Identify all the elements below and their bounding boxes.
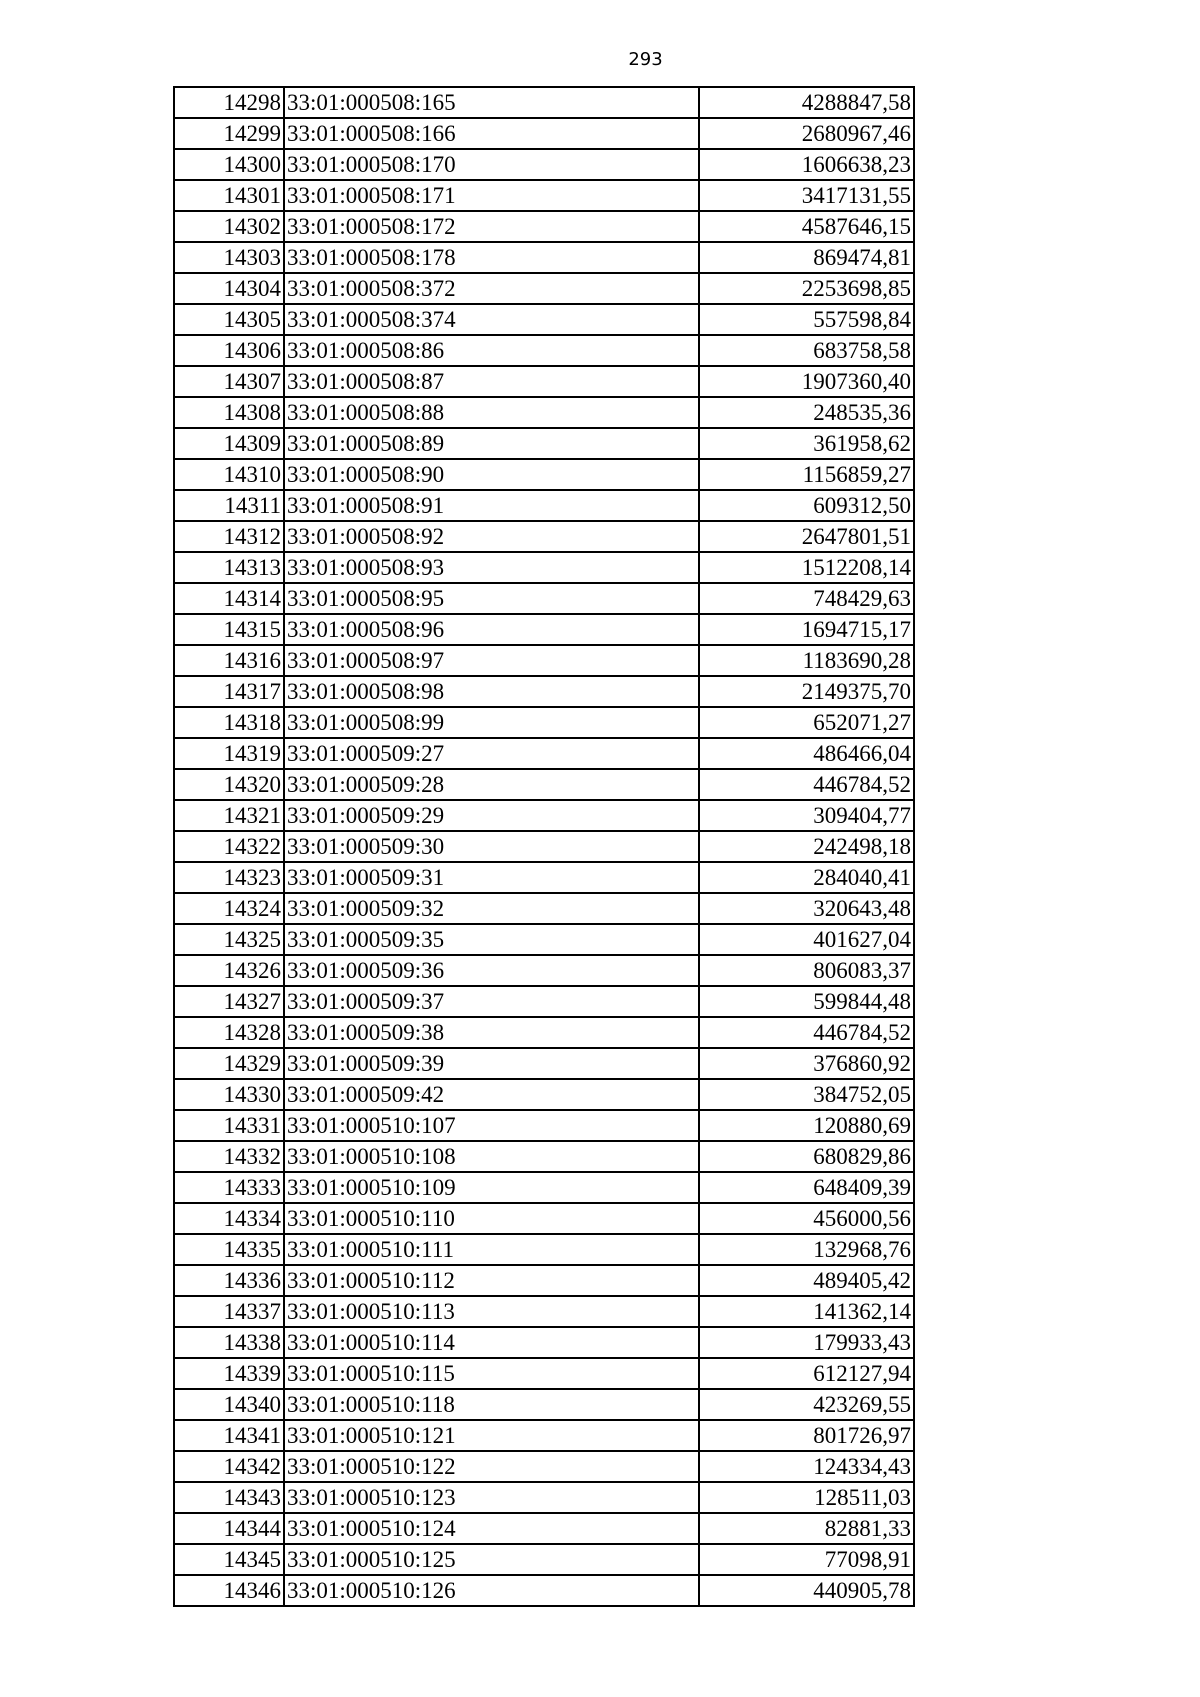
row-number-cell: 14331 [174, 1110, 284, 1141]
cadastral-number-cell: 33:01:000510:110 [284, 1203, 699, 1234]
row-number-cell: 14304 [174, 273, 284, 304]
cadastral-value-cell: 1156859,27 [699, 459, 914, 490]
row-number-cell: 14344 [174, 1513, 284, 1544]
table-row [174, 273, 914, 304]
table-row [174, 645, 914, 676]
cadastral-number-cell: 33:01:000509:42 [284, 1079, 699, 1110]
row-number-cell: 14336 [174, 1265, 284, 1296]
row-number-cell: 14329 [174, 1048, 284, 1079]
table-row [174, 800, 914, 831]
row-number-cell: 14337 [174, 1296, 284, 1327]
table-row [174, 893, 914, 924]
row-number-cell: 14312 [174, 521, 284, 552]
table-row [174, 955, 914, 986]
row-number-cell: 14341 [174, 1420, 284, 1451]
cadastral-value-cell: 440905,78 [699, 1575, 914, 1606]
cadastral-number-cell: 33:01:000510:115 [284, 1358, 699, 1389]
table-row [174, 1451, 914, 1482]
table-row [174, 1048, 914, 1079]
cadastral-number-cell: 33:01:000508:97 [284, 645, 699, 676]
table-row [174, 1575, 914, 1606]
cadastral-value-cell: 376860,92 [699, 1048, 914, 1079]
cadastral-value-cell: 599844,48 [699, 986, 914, 1017]
cadastral-number-cell: 33:01:000508:374 [284, 304, 699, 335]
row-number-cell: 14299 [174, 118, 284, 149]
row-number-cell: 14345 [174, 1544, 284, 1575]
cadastral-value-cell: 2680967,46 [699, 118, 914, 149]
row-number-cell: 14346 [174, 1575, 284, 1606]
cadastral-value-cell: 1512208,14 [699, 552, 914, 583]
cadastral-value-cell: 361958,62 [699, 428, 914, 459]
row-number-cell: 14321 [174, 800, 284, 831]
cadastral-value-cell: 309404,77 [699, 800, 914, 831]
cadastral-value-cell: 384752,05 [699, 1079, 914, 1110]
table-row [174, 738, 914, 769]
row-number-cell: 14322 [174, 831, 284, 862]
row-number-cell: 14334 [174, 1203, 284, 1234]
row-number-cell: 14317 [174, 676, 284, 707]
table-row [174, 1544, 914, 1575]
table-row [174, 304, 914, 335]
cadastral-number-cell: 33:01:000510:109 [284, 1172, 699, 1203]
table-row [174, 1172, 914, 1203]
cadastral-number-cell: 33:01:000509:39 [284, 1048, 699, 1079]
table-row [174, 1420, 914, 1451]
cadastral-number-cell: 33:01:000508:165 [284, 87, 699, 118]
row-number-cell: 14313 [174, 552, 284, 583]
row-number-cell: 14339 [174, 1358, 284, 1389]
cadastral-value-cell: 446784,52 [699, 769, 914, 800]
table-row [174, 211, 914, 242]
cadastral-number-cell: 33:01:000508:171 [284, 180, 699, 211]
row-number-cell: 14311 [174, 490, 284, 521]
cadastral-number-cell: 33:01:000508:88 [284, 397, 699, 428]
table-row [174, 118, 914, 149]
cadastral-value-cell: 801726,97 [699, 1420, 914, 1451]
cadastral-value-cell: 423269,55 [699, 1389, 914, 1420]
cadastral-number-cell: 33:01:000508:91 [284, 490, 699, 521]
cadastral-number-cell: 33:01:000508:90 [284, 459, 699, 490]
table-row [174, 831, 914, 862]
cadastral-number-cell: 33:01:000508:96 [284, 614, 699, 645]
cadastral-value-cell: 680829,86 [699, 1141, 914, 1172]
table-row [174, 1513, 914, 1544]
cadastral-number-cell: 33:01:000508:170 [284, 149, 699, 180]
cadastral-value-cell: 82881,33 [699, 1513, 914, 1544]
cadastral-number-cell: 33:01:000509:32 [284, 893, 699, 924]
row-number-cell: 14310 [174, 459, 284, 490]
row-number-cell: 14309 [174, 428, 284, 459]
cadastral-number-cell: 33:01:000508:86 [284, 335, 699, 366]
cadastral-value-cell: 456000,56 [699, 1203, 914, 1234]
table-row [174, 552, 914, 583]
cadastral-number-cell: 33:01:000508:95 [284, 583, 699, 614]
table-row [174, 1234, 914, 1265]
cadastral-value-cell: 179933,43 [699, 1327, 914, 1358]
cadastral-value-cell: 489405,42 [699, 1265, 914, 1296]
cadastral-value-cell: 77098,91 [699, 1544, 914, 1575]
cadastral-value-cell: 1694715,17 [699, 614, 914, 645]
table-row [174, 459, 914, 490]
table-row [174, 1358, 914, 1389]
table-row [174, 1482, 914, 1513]
cadastral-value-cell: 609312,50 [699, 490, 914, 521]
cadastral-value-cell: 128511,03 [699, 1482, 914, 1513]
cadastral-value-cell: 284040,41 [699, 862, 914, 893]
cadastral-number-cell: 33:01:000509:27 [284, 738, 699, 769]
row-number-cell: 14327 [174, 986, 284, 1017]
cadastral-number-cell: 33:01:000510:122 [284, 1451, 699, 1482]
table-row [174, 614, 914, 645]
cadastral-number-cell: 33:01:000509:30 [284, 831, 699, 862]
row-number-cell: 14328 [174, 1017, 284, 1048]
cadastral-value-cell: 124334,43 [699, 1451, 914, 1482]
row-number-cell: 14315 [174, 614, 284, 645]
cadastral-value-cell: 446784,52 [699, 1017, 914, 1048]
row-number-cell: 14314 [174, 583, 284, 614]
cadastral-number-cell: 33:01:000509:31 [284, 862, 699, 893]
table-row [174, 521, 914, 552]
cadastral-number-cell: 33:01:000510:121 [284, 1420, 699, 1451]
row-number-cell: 14324 [174, 893, 284, 924]
table-row [174, 1110, 914, 1141]
cadastral-number-cell: 33:01:000509:38 [284, 1017, 699, 1048]
row-number-cell: 14316 [174, 645, 284, 676]
cadastral-number-cell: 33:01:000508:92 [284, 521, 699, 552]
table-row [174, 862, 914, 893]
row-number-cell: 14305 [174, 304, 284, 335]
row-number-cell: 14342 [174, 1451, 284, 1482]
row-number-cell: 14325 [174, 924, 284, 955]
table-row [174, 87, 914, 118]
cadastral-number-cell: 33:01:000510:123 [284, 1482, 699, 1513]
cadastral-value-cell: 3417131,55 [699, 180, 914, 211]
cadastral-value-cell: 486466,04 [699, 738, 914, 769]
table-row [174, 242, 914, 273]
row-number-cell: 14326 [174, 955, 284, 986]
cadastral-number-cell: 33:01:000509:37 [284, 986, 699, 1017]
cadastral-value-cell: 320643,48 [699, 893, 914, 924]
cadastral-value-cell: 242498,18 [699, 831, 914, 862]
cadastral-value-cell: 1183690,28 [699, 645, 914, 676]
table-row [174, 1389, 914, 1420]
row-number-cell: 14338 [174, 1327, 284, 1358]
row-number-cell: 14308 [174, 397, 284, 428]
cadastral-value-cell: 248535,36 [699, 397, 914, 428]
row-number-cell: 14307 [174, 366, 284, 397]
cadastral-number-cell: 33:01:000510:124 [284, 1513, 699, 1544]
row-number-cell: 14330 [174, 1079, 284, 1110]
cadastral-value-cell: 4288847,58 [699, 87, 914, 118]
table-row [174, 676, 914, 707]
table-row [174, 490, 914, 521]
row-number-cell: 14343 [174, 1482, 284, 1513]
cadastral-number-cell: 33:01:000510:113 [284, 1296, 699, 1327]
cadastral-value-table [173, 86, 915, 1607]
cadastral-value-cell: 141362,14 [699, 1296, 914, 1327]
cadastral-value-cell: 132968,76 [699, 1234, 914, 1265]
cadastral-number-cell: 33:01:000508:178 [284, 242, 699, 273]
cadastral-number-cell: 33:01:000508:172 [284, 211, 699, 242]
cadastral-number-cell: 33:01:000508:99 [284, 707, 699, 738]
cadastral-value-cell: 4587646,15 [699, 211, 914, 242]
cadastral-number-cell: 33:01:000510:112 [284, 1265, 699, 1296]
cadastral-value-cell: 806083,37 [699, 955, 914, 986]
cadastral-number-cell: 33:01:000510:126 [284, 1575, 699, 1606]
row-number-cell: 14301 [174, 180, 284, 211]
cadastral-number-cell: 33:01:000508:372 [284, 273, 699, 304]
cadastral-number-cell: 33:01:000508:89 [284, 428, 699, 459]
row-number-cell: 14323 [174, 862, 284, 893]
row-number-cell: 14319 [174, 738, 284, 769]
cadastral-number-cell: 33:01:000510:125 [284, 1544, 699, 1575]
table-row [174, 1203, 914, 1234]
row-number-cell: 14318 [174, 707, 284, 738]
page-number: 293 [628, 49, 663, 70]
row-number-cell: 14300 [174, 149, 284, 180]
table-row [174, 986, 914, 1017]
table-row [174, 1079, 914, 1110]
cadastral-value-cell: 557598,84 [699, 304, 914, 335]
row-number-cell: 14333 [174, 1172, 284, 1203]
table-row [174, 769, 914, 800]
cadastral-number-cell: 33:01:000509:29 [284, 800, 699, 831]
cadastral-value-cell: 648409,39 [699, 1172, 914, 1203]
table-row [174, 1327, 914, 1358]
cadastral-value-cell: 612127,94 [699, 1358, 914, 1389]
row-number-cell: 14335 [174, 1234, 284, 1265]
cadastral-number-cell: 33:01:000510:114 [284, 1327, 699, 1358]
cadastral-number-cell: 33:01:000510:108 [284, 1141, 699, 1172]
row-number-cell: 14298 [174, 87, 284, 118]
table-row [174, 924, 914, 955]
cadastral-number-cell: 33:01:000509:35 [284, 924, 699, 955]
table-row [174, 149, 914, 180]
cadastral-value-cell: 869474,81 [699, 242, 914, 273]
row-number-cell: 14332 [174, 1141, 284, 1172]
table-row [174, 707, 914, 738]
table-row [174, 1141, 914, 1172]
row-number-cell: 14340 [174, 1389, 284, 1420]
cadastral-number-cell: 33:01:000510:107 [284, 1110, 699, 1141]
table-row [174, 366, 914, 397]
cadastral-value-cell: 652071,27 [699, 707, 914, 738]
cadastral-number-cell: 33:01:000509:36 [284, 955, 699, 986]
cadastral-number-cell: 33:01:000508:98 [284, 676, 699, 707]
cadastral-value-cell: 2647801,51 [699, 521, 914, 552]
table-row [174, 335, 914, 366]
cadastral-value-cell: 401627,04 [699, 924, 914, 955]
cadastral-number-cell: 33:01:000508:87 [284, 366, 699, 397]
cadastral-value-cell: 748429,63 [699, 583, 914, 614]
table-row [174, 428, 914, 459]
cadastral-number-cell: 33:01:000509:28 [284, 769, 699, 800]
table-row [174, 1296, 914, 1327]
cadastral-value-cell: 683758,58 [699, 335, 914, 366]
row-number-cell: 14303 [174, 242, 284, 273]
table-row [174, 1265, 914, 1296]
row-number-cell: 14320 [174, 769, 284, 800]
cadastral-value-cell: 120880,69 [699, 1110, 914, 1141]
table-row [174, 180, 914, 211]
cadastral-value-cell: 1606638,23 [699, 149, 914, 180]
cadastral-number-cell: 33:01:000508:166 [284, 118, 699, 149]
cadastral-value-cell: 2253698,85 [699, 273, 914, 304]
cadastral-number-cell: 33:01:000510:118 [284, 1389, 699, 1420]
table-row [174, 583, 914, 614]
table-body [174, 87, 914, 1606]
cadastral-number-cell: 33:01:000508:93 [284, 552, 699, 583]
row-number-cell: 14306 [174, 335, 284, 366]
cadastral-value-cell: 1907360,40 [699, 366, 914, 397]
table-row [174, 397, 914, 428]
cadastral-value-cell: 2149375,70 [699, 676, 914, 707]
cadastral-number-cell: 33:01:000510:111 [284, 1234, 699, 1265]
table-row [174, 1017, 914, 1048]
row-number-cell: 14302 [174, 211, 284, 242]
